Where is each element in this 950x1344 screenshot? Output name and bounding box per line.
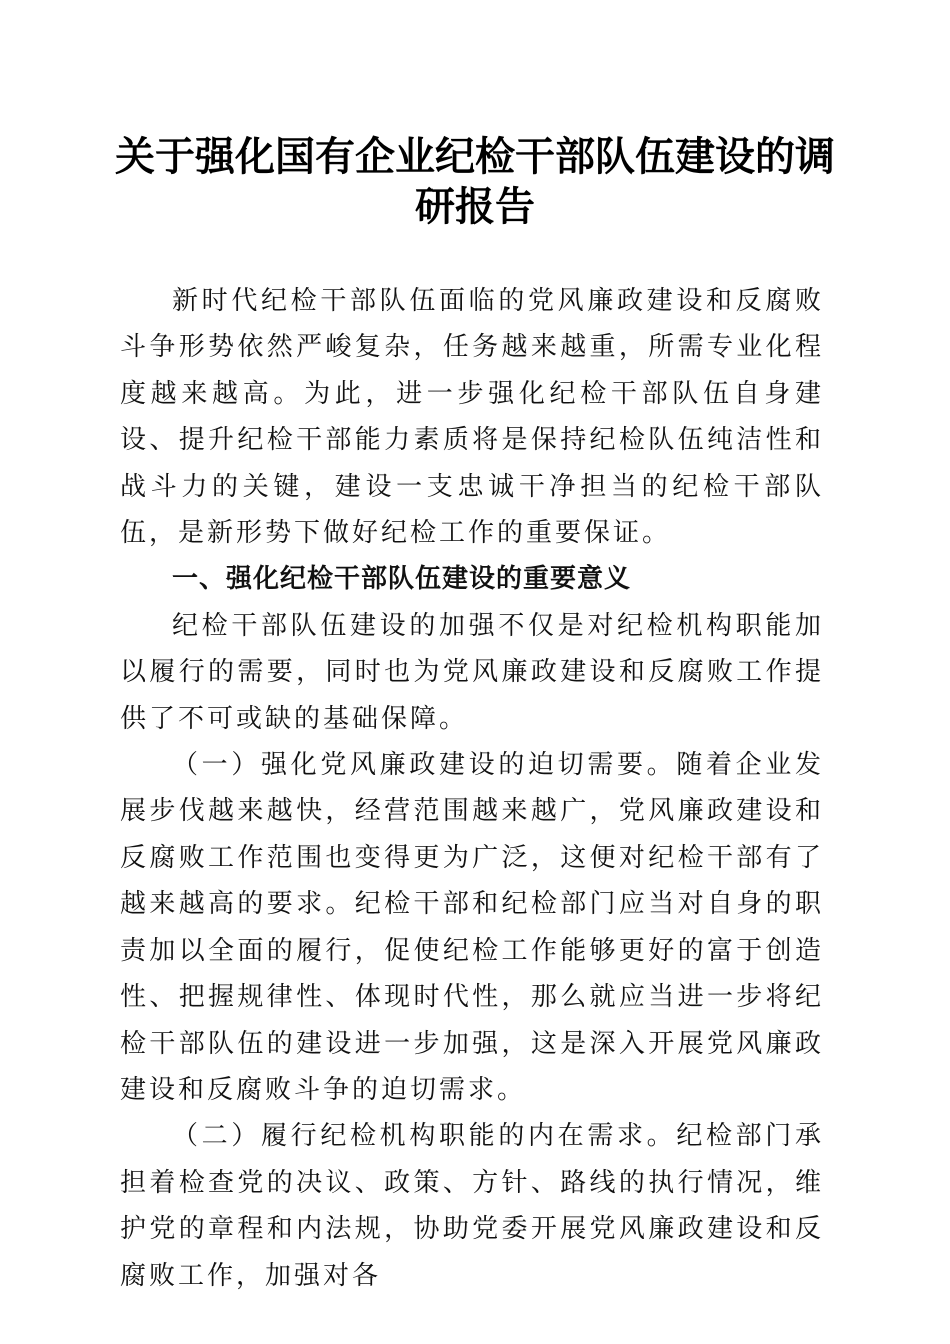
section-paragraph: 纪检干部队伍建设的加强不仅是对纪检机构职能加以履行的需要，同时也为党风廉政建设和反腐败工作提供了不可或缺的基础保障。 — [120, 610, 824, 734]
subsection-paragraph-1 — [120, 742, 824, 1113]
intro-paragraph: 新时代纪检干部队伍面临的党风廉政建设和反腐败斗争形势依然严峻复杂，任务越来越重，所需专业化程度越来越高。为此，进一步强化纪检干部队伍自身建设、提升纪检干部能力素质将是保持纪检队伍纯洁性和战斗力的关键，建设一支忠诚干净担当的纪检干部队伍，是新形势下做好纪检工作的重要保证。 — [120, 286, 824, 549]
subsection-lead-2: （二）履行纪检机构职能的内在需求。 — [172, 1121, 677, 1152]
section-heading: 一、强化纪检干部队伍建设的重要意义 — [172, 564, 632, 595]
subsection-lead-1: （一）强化党风廉政建设的迫切需要。 — [172, 750, 677, 781]
subsection-paragraph-2 — [120, 1113, 824, 1299]
document-body — [120, 278, 824, 1299]
document-title: 关于强化国有企业纪检干部队伍建设的调研报告 — [115, 133, 835, 230]
subsection-text-2: 纪检部门承担着检查党的决议、政策、方针、路线的执行情况，维护党的章程和内法规，协助党委开展党风廉政建设和反腐败工作，加强对各 — [120, 1121, 824, 1291]
subsection-text-1: 随着企业发展步伐越来越快，经营范围越来越广，党风廉政建设和反腐败工作范围也变得更为广泛，这便对纪检干部有了越来越高的要求。纪检干部和纪检部门应当对自身的职责加以全面的履行，促使纪检工作能够更好的富于创造性、把握规律性、体现时代性，那么就应当进一步将纪检干部队伍的建设进一步加强，这是深入开展党风廉政建设和反腐败斗争的迫切需求。 — [120, 750, 824, 1105]
